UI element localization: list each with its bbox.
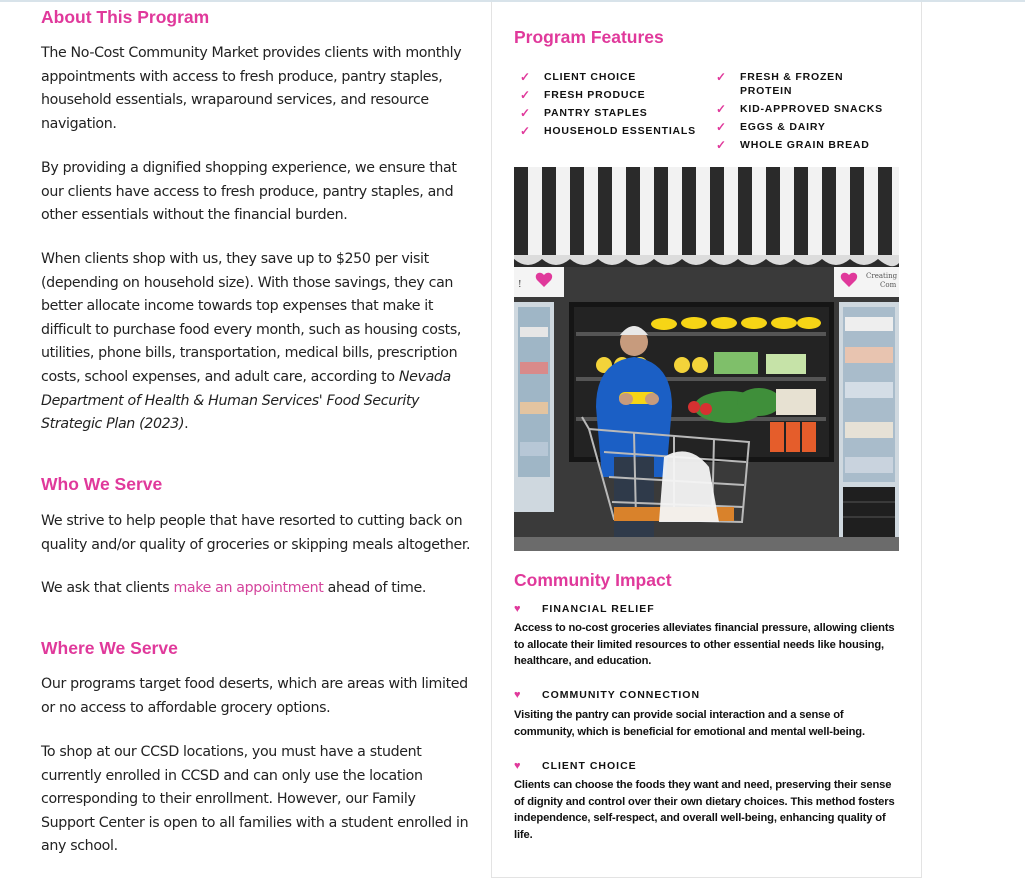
sign-text: Creating xyxy=(866,272,898,280)
impact-item-title: COMMUNITY CONNECTION xyxy=(542,689,701,701)
market-photo-illustration xyxy=(514,167,899,551)
check-icon: ✓ xyxy=(716,70,727,84)
check-icon: ✓ xyxy=(716,138,727,152)
features-column-1 xyxy=(514,70,724,142)
about-paragraph-1: The No-Cost Community Market provides clients with monthly appointments with access to fresh produce, pantry staples, household essentials, wraparound services, and resource navigation. xyxy=(41,45,462,132)
impact-item-title: FINANCIAL RELIEF xyxy=(542,603,655,615)
source-citation: Nevada Department of Health & Human Services' Food Security Strategic Plan (2023) xyxy=(41,368,451,433)
check-icon: ✓ xyxy=(716,120,727,134)
feature-item xyxy=(514,106,694,120)
feature-label: EGGS & DAIRY xyxy=(740,121,826,133)
impact-item-title: CLIENT CHOICE xyxy=(542,760,637,772)
feature-item xyxy=(710,120,890,134)
feature-item xyxy=(514,124,724,138)
check-icon: ✓ xyxy=(520,70,531,84)
heart-icon: ♥ xyxy=(514,689,521,701)
who-paragraph-2-pre: We ask that clients xyxy=(41,580,174,596)
check-icon: ✓ xyxy=(520,88,531,102)
features-column-2 xyxy=(710,70,900,156)
impact-item-text: Clients can choose the foods they want and need, preserving their sense of dignity and control over their own dietary choices. This method fosters independence, self-respect, and overall well-being, enhancing quality of life. xyxy=(514,779,895,841)
feature-item xyxy=(514,70,694,84)
feature-item xyxy=(514,88,694,102)
check-icon: ✓ xyxy=(520,124,531,138)
who-paragraph-2-post: ahead of time. xyxy=(323,580,427,596)
check-icon: ✓ xyxy=(716,102,727,116)
feature-item xyxy=(710,138,890,152)
who-paragraph-1: We strive to help people that have resorted to cutting back on quality and/or quality of groceries or skipping meals altogether. xyxy=(41,513,471,553)
about-paragraph-2: By providing a dignified shopping experience, we ensure that our clients have access to fresh produce, pantry staples, and other essentials without the financial burden. xyxy=(41,160,457,224)
feature-label: KID-APPROVED SNACKS xyxy=(740,103,883,115)
feature-item xyxy=(710,102,900,116)
features-title: Program Features xyxy=(514,27,664,47)
heart-icon: ♥ xyxy=(514,603,521,615)
sign-text: Com xyxy=(880,281,897,289)
sign-text: ! xyxy=(518,280,522,290)
feature-label: HOUSEHOLD ESSENTIALS xyxy=(544,125,696,137)
about-paragraph-3-text: When clients shop with us, they save up to $250 per visit (depending on household size). With those savings, they can better allocate income towards top expenses that make it difficult to purchase food every month, such as housing costs, utilities, phone bills, transportation, medical bills, prescription costs, school expenses, and adult care, according to xyxy=(41,251,462,385)
feature-label: WHOLE GRAIN BREAD xyxy=(740,139,870,151)
impact-title: Community Impact xyxy=(514,570,672,590)
who-title: Who We Serve xyxy=(41,474,163,494)
about-title: About This Program xyxy=(41,7,210,27)
feature-item xyxy=(710,70,880,98)
impact-item-text: Access to no-cost groceries alleviates financial pressure, allowing clients to allocate their limited resources to other essential needs like housing, healthcare, and education. xyxy=(514,622,895,667)
market-photo xyxy=(514,167,899,551)
heart-icon: ♥ xyxy=(514,760,521,772)
feature-label: PANTRY STAPLES xyxy=(544,107,648,119)
where-paragraph-1: Our programs target food deserts, which are areas with limited or no access to affordable grocery options. xyxy=(41,676,468,716)
impact-item-text: Visiting the pantry can provide social interaction and a sense of community, which is beneficial for emotional and mental well-being. xyxy=(514,709,865,738)
feature-label: FRESH & FROZEN PROTEIN xyxy=(740,71,844,97)
where-paragraph-2: To shop at our CCSD locations, you must have a student currently enrolled in CCSD and can only use the location corresponding to their enrollment. However, our Family Support Center is open to all families with a student enrolled in any school. xyxy=(41,744,469,855)
make-appointment-link[interactable]: make an appointment xyxy=(173,580,324,596)
feature-label: FRESH PRODUCE xyxy=(544,89,646,101)
who-paragraph-2 xyxy=(41,577,473,601)
feature-label: CLIENT CHOICE xyxy=(544,71,637,83)
about-paragraph-3 xyxy=(41,248,473,437)
check-icon: ✓ xyxy=(520,106,531,120)
program-card xyxy=(491,2,922,878)
about-paragraph-3-end: . xyxy=(184,416,189,433)
where-title: Where We Serve xyxy=(41,638,178,658)
